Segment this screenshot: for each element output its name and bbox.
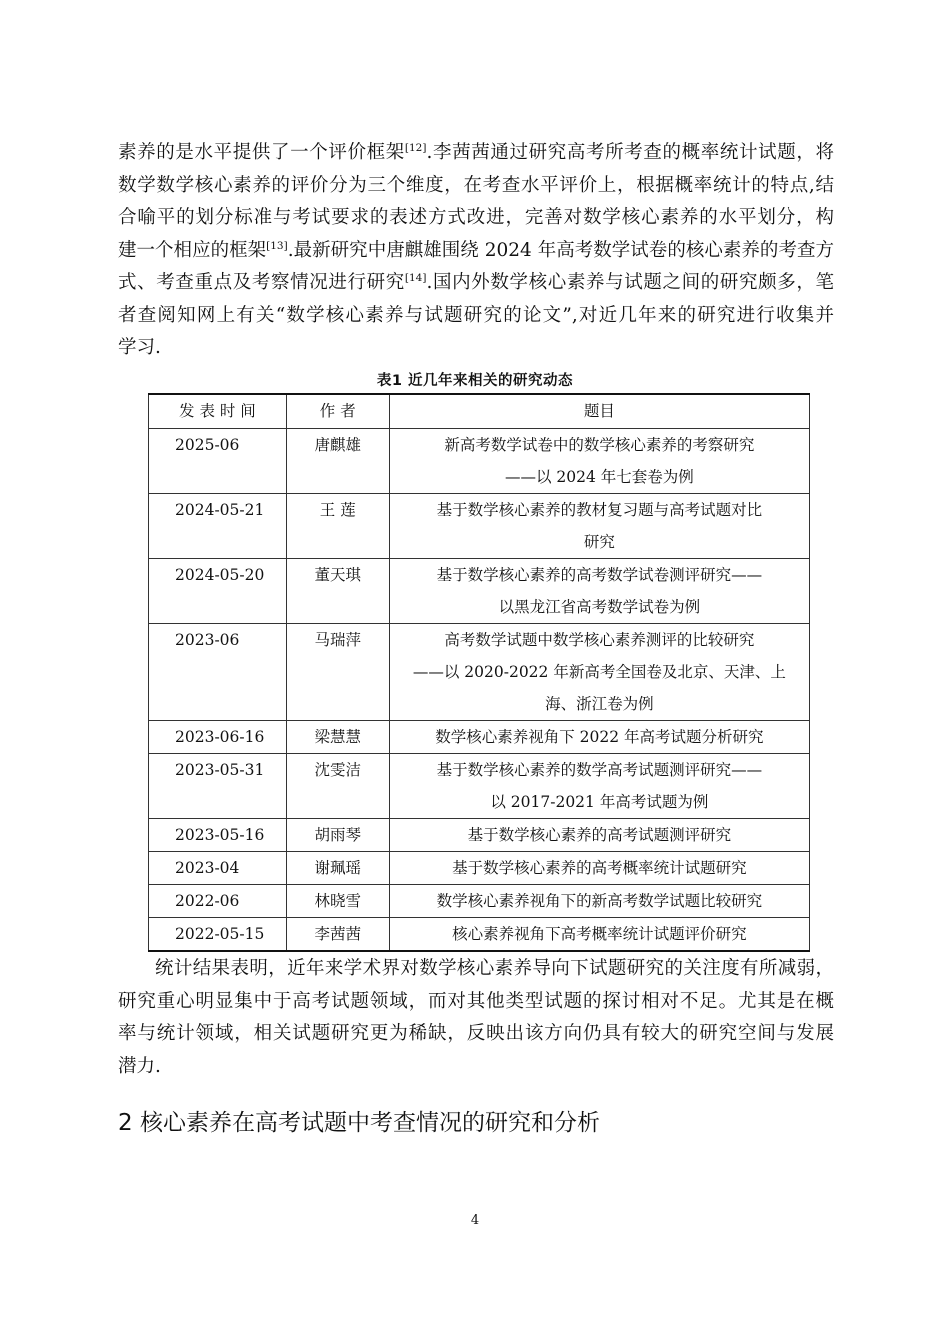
paragraph-line: 统计结果表明，近年来学术界对数学核心素养导向下试题研究的关注度有所减弱， bbox=[155, 958, 834, 979]
cell-title-line: 以黑龙江省高考数学试卷为例 bbox=[498, 598, 701, 616]
paragraph-line: 数学数学核心素养的评价分为三个维度，在考查水平评价上，根据概率统计的特点,结 bbox=[118, 174, 834, 196]
text-run: .国内外数学核心素养与试题之间的研究颇多，笔 bbox=[426, 272, 834, 293]
cell-date: 2022-05-15 bbox=[149, 918, 287, 952]
paragraph-line bbox=[118, 267, 834, 300]
cell-author: 王 莲 bbox=[286, 494, 389, 559]
cell-title bbox=[389, 721, 809, 754]
cell-title-line: 高考数学试题中数学核心素养测评的比较研究 bbox=[444, 631, 755, 649]
cell-title bbox=[389, 819, 809, 852]
cell-title-line: 研究 bbox=[583, 533, 615, 551]
text-run: 建一个相应的框架 bbox=[118, 239, 267, 261]
cell-date: 2022-06 bbox=[149, 885, 287, 918]
paragraph-line: 者查阅知网上有关“数学核心素养与试题研究的论文”,对近几年来的研究进行收集并 bbox=[118, 304, 834, 326]
cell-title bbox=[389, 885, 809, 918]
cell-title bbox=[389, 429, 809, 494]
cell-title-line: 数学核心素养视角下 2022 年高考试题分析研究 bbox=[435, 728, 764, 746]
column-header-title: 题目 bbox=[389, 394, 809, 429]
cell-date: 2024-05-21 bbox=[149, 494, 287, 559]
cell-title-line: 基于数学核心素养的教材复习题与高考试题对比 bbox=[436, 501, 763, 519]
cell-title-line: 基于数学核心素养的数学高考试题测评研究—— bbox=[436, 761, 763, 779]
citation-ref: [13] bbox=[266, 239, 288, 252]
cell-date: 2023-06-16 bbox=[149, 721, 287, 754]
table-row bbox=[149, 559, 810, 624]
citation-ref: [12] bbox=[404, 141, 427, 154]
table-row bbox=[149, 918, 810, 952]
citation-ref: [14] bbox=[404, 271, 427, 284]
cell-date: 2023-06 bbox=[149, 624, 287, 721]
cell-author: 梁慧慧 bbox=[286, 721, 389, 754]
cell-title-line: 基于数学核心素养的高考试题测评研究 bbox=[467, 826, 732, 844]
text-run: .李茜茜通过研究高考所考查的概率统计试题，将 bbox=[426, 142, 834, 163]
cell-title bbox=[389, 754, 809, 819]
cell-title-line: ——以 2020-2022 年新高考全国卷及北京、天津、上 bbox=[412, 663, 786, 681]
cell-date: 2023-05-16 bbox=[149, 819, 287, 852]
table-row bbox=[149, 885, 810, 918]
cell-date: 2023-05-31 bbox=[149, 754, 287, 819]
table-header-row bbox=[149, 394, 810, 429]
table-row bbox=[149, 624, 810, 721]
cell-author: 林晓雪 bbox=[286, 885, 389, 918]
research-table bbox=[148, 393, 810, 952]
table-body bbox=[149, 429, 810, 952]
page-number: 4 bbox=[470, 1213, 480, 1228]
paragraph-line: 率与统计领域，相关试题研究更为稀缺，反映出该方向仍具有较大的研究空间与发展 bbox=[118, 1023, 834, 1044]
paragraph-line: 研究重心明显集中于高考试题领域，而对其他类型试题的探讨相对不足。尤其是在概 bbox=[118, 990, 834, 1012]
cell-title-line: 基于数学核心素养的高考数学试卷测评研究—— bbox=[436, 566, 763, 584]
cell-title-line: 海、浙江卷为例 bbox=[545, 695, 654, 713]
cell-date: 2025-06 bbox=[149, 429, 287, 494]
column-header-author: 作 者 bbox=[286, 394, 389, 429]
cell-title bbox=[389, 559, 809, 624]
paragraph-line bbox=[118, 137, 834, 170]
table-row bbox=[149, 721, 810, 754]
text-run: 素养的是水平提供了一个评价框架 bbox=[118, 142, 405, 163]
cell-author: 马瑞萍 bbox=[286, 624, 389, 721]
cell-title-line: ——以 2024 年七套卷为例 bbox=[504, 468, 694, 486]
cell-title-line: 新高考数学试卷中的数学核心素养的考察研究 bbox=[444, 436, 755, 454]
section-heading: 2 核心素养在高考试题中考查情况的研究和分析 bbox=[118, 1110, 600, 1136]
paragraph-line bbox=[118, 235, 834, 268]
cell-title-line: 以 2017-2021 年高考试题为例 bbox=[490, 793, 709, 811]
cell-author: 沈雯洁 bbox=[286, 754, 389, 819]
paragraph-line: 潜力. bbox=[118, 1055, 161, 1077]
cell-author: 胡雨琴 bbox=[286, 819, 389, 852]
cell-author: 李茜茜 bbox=[286, 918, 389, 952]
text-run: .最新研究中唐麒雄围绕 2024 年高考数学试卷的核心素养的考查方 bbox=[287, 239, 834, 261]
paragraph-literature-review bbox=[118, 137, 834, 365]
table-row bbox=[149, 819, 810, 852]
cell-title bbox=[389, 494, 809, 559]
table-row bbox=[149, 852, 810, 885]
column-header-date: 发 表 时 间 bbox=[149, 394, 287, 429]
paragraph-line: 学习. bbox=[118, 337, 161, 358]
cell-author: 谢珮瑶 bbox=[286, 852, 389, 885]
cell-title bbox=[389, 852, 809, 885]
table-row bbox=[149, 754, 810, 819]
table-caption: 表1 近几年来相关的研究动态 bbox=[376, 373, 574, 389]
text-run: 式、考查重点及考察情况进行研究 bbox=[118, 272, 405, 293]
cell-title-line: 基于数学核心素养的高考概率统计试题研究 bbox=[452, 859, 747, 877]
table-row bbox=[149, 494, 810, 559]
cell-date: 2024-05-20 bbox=[149, 559, 287, 624]
paragraph-conclusion bbox=[118, 953, 834, 1083]
cell-title-line: 核心素养视角下高考概率统计试题评价研究 bbox=[452, 925, 747, 943]
cell-title bbox=[389, 624, 809, 721]
cell-date: 2023-04 bbox=[149, 852, 287, 885]
cell-title bbox=[389, 918, 809, 952]
cell-title-line: 数学核心素养视角下的新高考数学试题比较研究 bbox=[436, 892, 763, 910]
paragraph-line: 合喻平的划分标准与考试要求的表述方式改进，完善对数学核心素养的水平划分，构 bbox=[118, 207, 834, 228]
cell-author: 唐麒雄 bbox=[286, 429, 389, 494]
cell-author: 董天琪 bbox=[286, 559, 389, 624]
table-row bbox=[149, 429, 810, 494]
